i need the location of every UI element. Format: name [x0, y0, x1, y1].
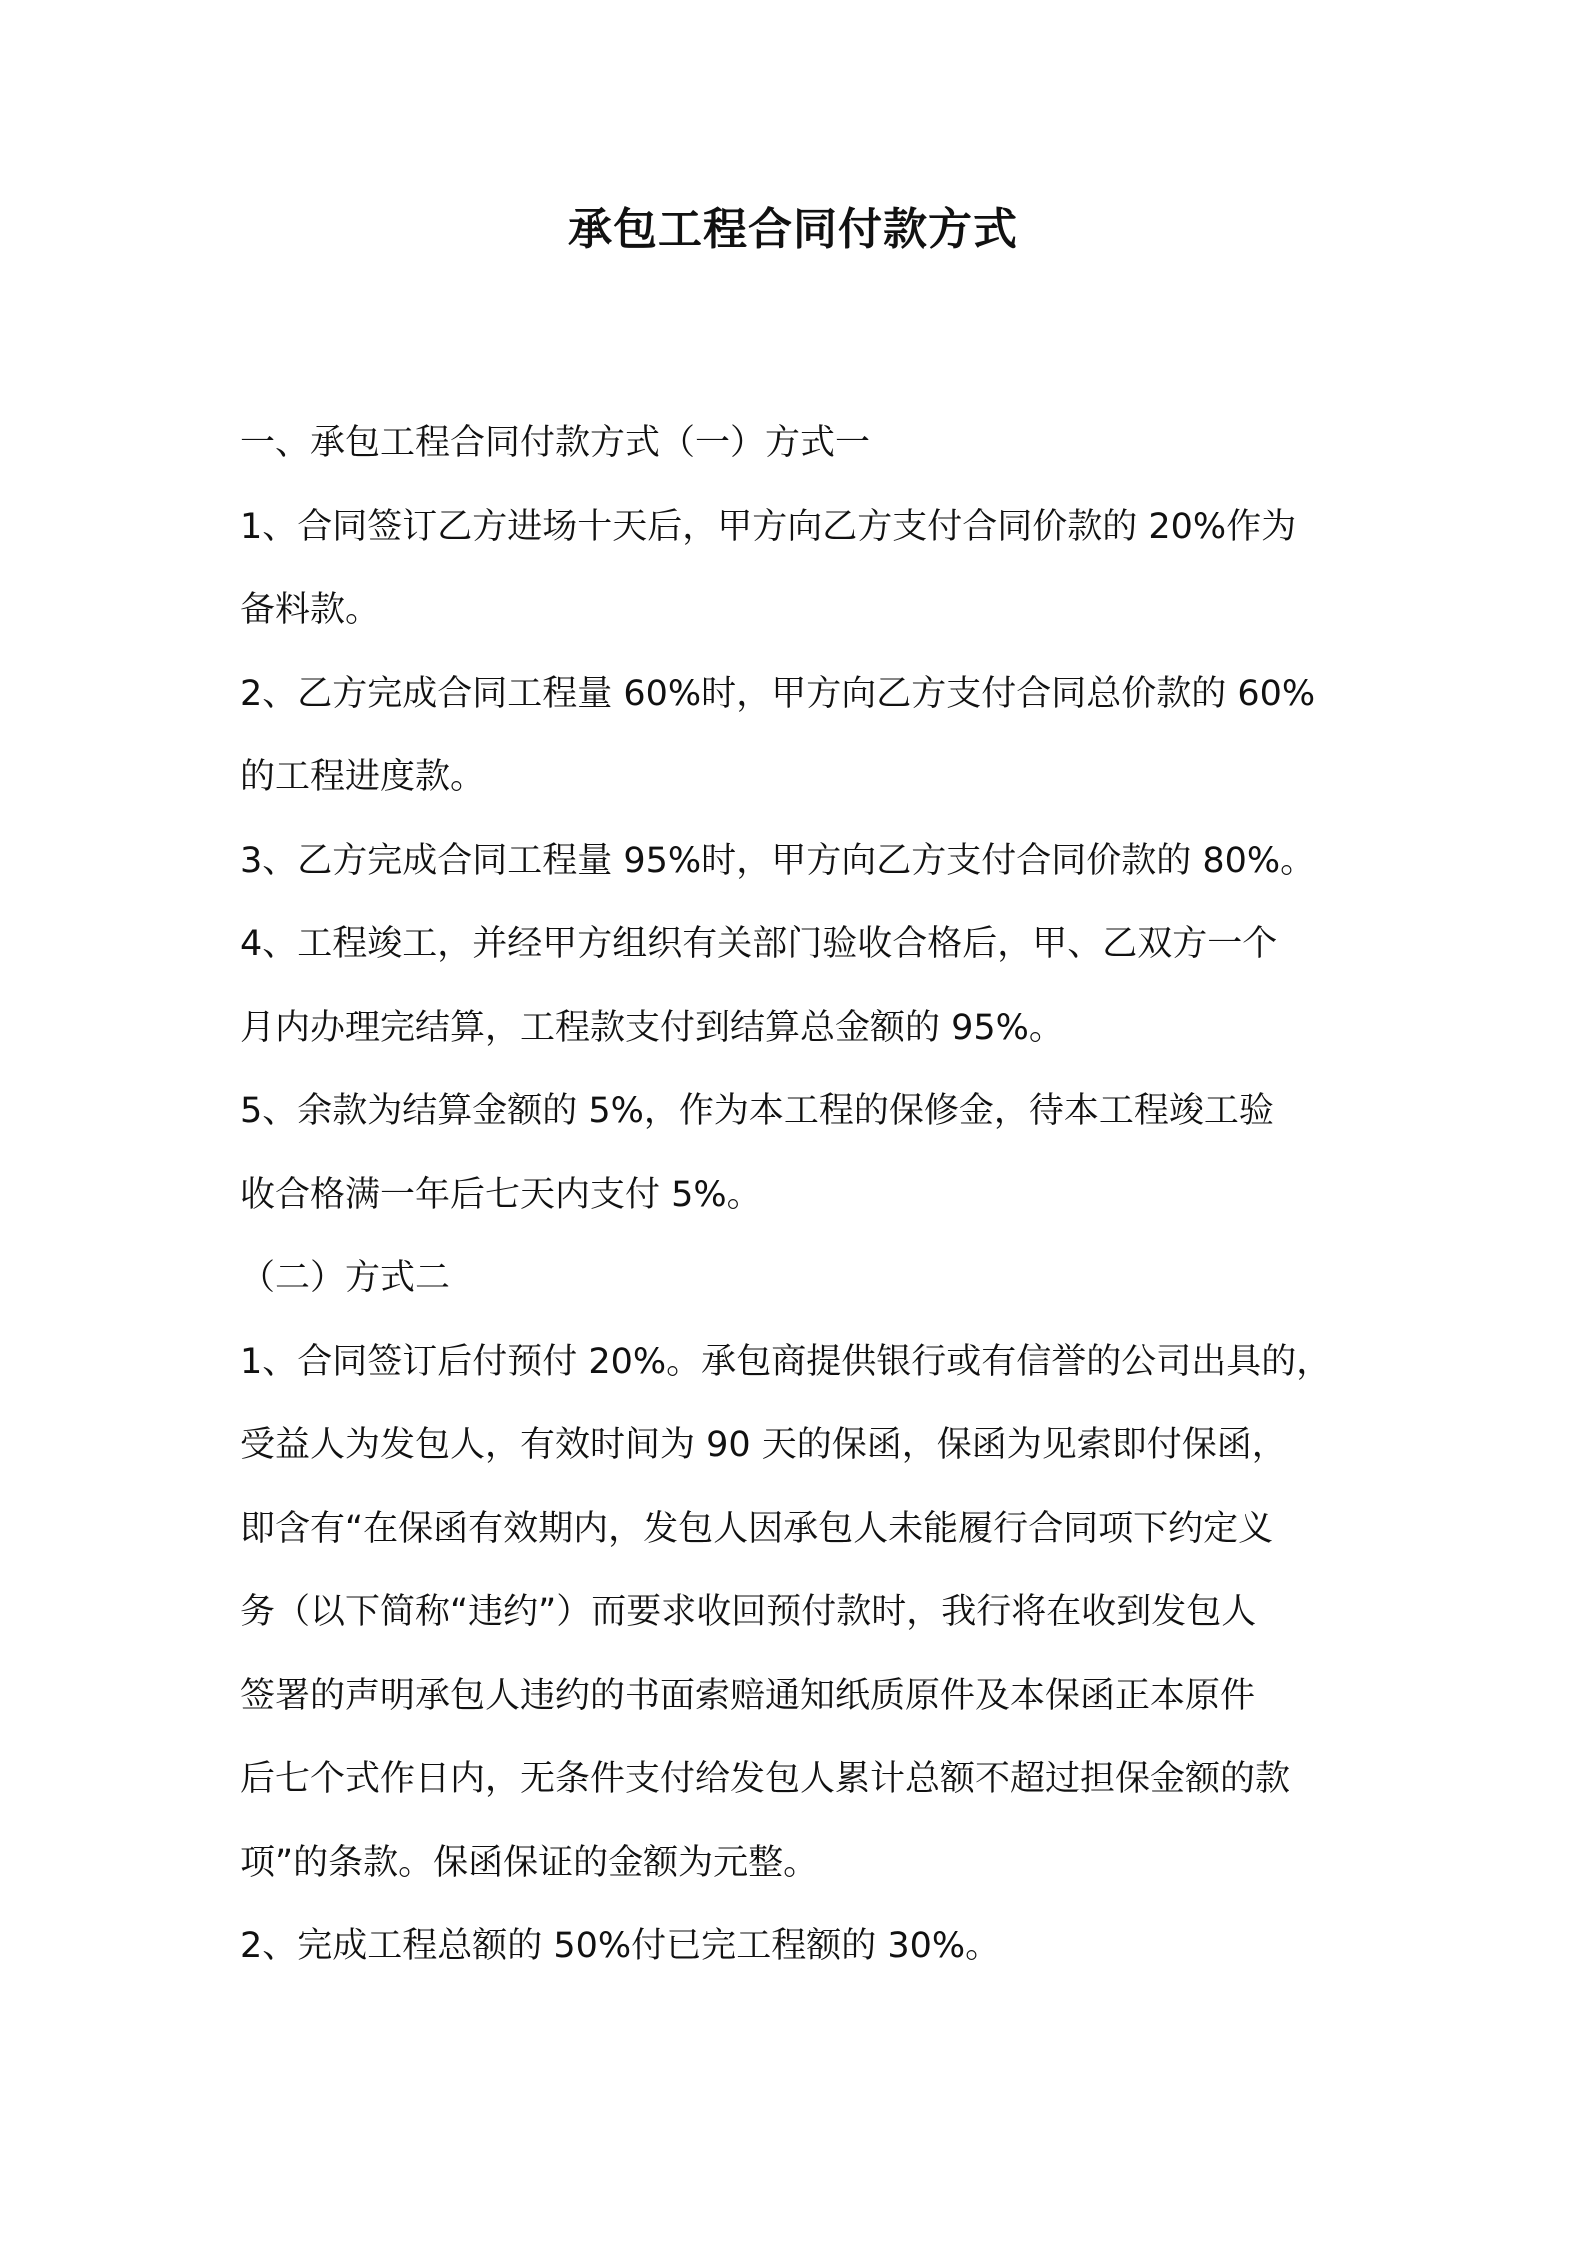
- paragraph-line: 1、合同签订乙方进场十天后，甲方向乙方支付合同价款的 20%作为: [240, 506, 1297, 547]
- paragraph-line: 项”的条款。保函保证的金额为元整。: [240, 1842, 819, 1883]
- paragraph-line: 签署的声明承包人违约的书面索赔通知纸质原件及本保函正本原件: [240, 1675, 1256, 1716]
- paragraph-line: 2、乙方完成合同工程量 60%时，甲方向乙方支付合同总价款的 60%: [240, 673, 1316, 714]
- paragraph-line: 4、工程竣工，并经甲方组织有关部门验收合格后，甲、乙双方一个: [240, 924, 1278, 964]
- paragraph-line: 3、乙方完成合同工程量 95%时，甲方向乙方支付合同价款的 80%。: [240, 840, 1316, 881]
- section-heading-2: （二）方式二: [240, 1258, 451, 1298]
- paragraph-line: 受益人为发包人，有效时间为 90 天的保函，保函为见索即付保函，: [240, 1425, 1287, 1465]
- document-title: 承包工程合同付款方式: [568, 204, 1018, 255]
- document-body: [240, 402, 1370, 1989]
- section-heading-1: 一、承包工程合同付款方式（一）方式一: [240, 423, 871, 463]
- paragraph-line: 1、合同签订后付预付 20%。承包商提供银行或有信誉的公司出具的，: [240, 1341, 1332, 1382]
- paragraph-line: 后七个式作日内，无条件支付给发包人累计总额不超过担保金额的款: [240, 1759, 1291, 1799]
- paragraph-line: 月内办理完结算，工程款支付到结算总金额的 95%。: [240, 1007, 1064, 1048]
- paragraph-line: 2、完成工程总额的 50%付已完工程额的 30%。: [240, 1926, 1001, 1966]
- paragraph-line: 5、余款为结算金额的 5%，作为本工程的保修金，待本工程竣工验: [240, 1091, 1274, 1131]
- paragraph-line: 收合格满一年后七天内支付 5%。: [240, 1174, 762, 1215]
- paragraph-line: 务（以下简称“违约”）而要求收回预付款时，我行将在收到发包人: [240, 1592, 1257, 1632]
- paragraph-line: 备料款。: [240, 590, 381, 630]
- paragraph-line: 即含有“在保函有效期内，发包人因承包人未能履行合同项下约定义: [240, 1508, 1274, 1549]
- paragraph-line: 的工程进度款。: [240, 757, 486, 797]
